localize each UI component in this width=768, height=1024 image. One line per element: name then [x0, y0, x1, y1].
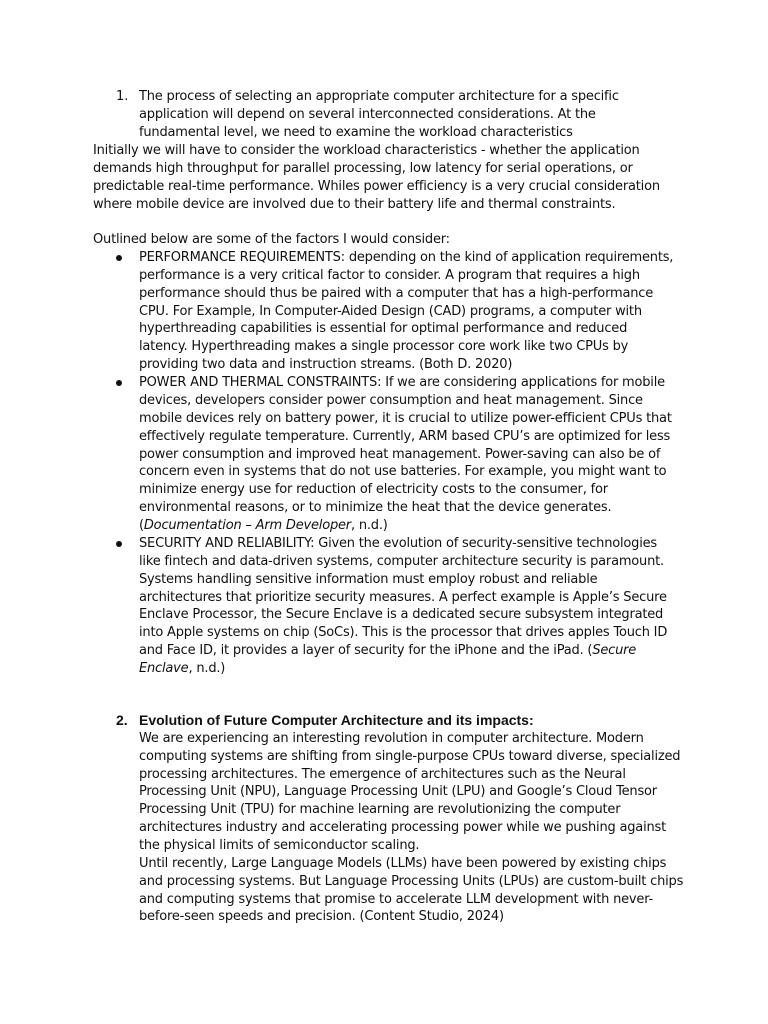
citation-title: Secure — [592, 643, 637, 658]
paragraph-line: and computing systems that promise to accelerate LLM development with never- — [139, 892, 654, 907]
bullet-line: effectively regulate temperature. Currently, ARM based CPU’s are optimized for less — [139, 429, 671, 444]
paragraph-line: processing architectures. The emergence of architectures such as the Neural — [139, 767, 626, 782]
paragraph-line: predictable real-time performance. Whiles power efficiency is a very crucial consideration — [93, 179, 660, 194]
paragraph-line: computing systems are shifting from single-purpose CPUs toward diverse, specialized — [139, 749, 681, 764]
bullet-line: like fintech and data-driven systems, computer architecture security is paramount. — [139, 554, 664, 569]
bullet-line: POWER AND THERMAL CONSTRAINTS: If we are considering applications for mobile — [139, 375, 665, 390]
paragraph-line: Processing Unit (NPU), Language Processing Unit (LPU) and Google’s Cloud Tensor — [139, 784, 657, 799]
bullet-line: Enclave Processor, the Secure Enclave is a dedicated secure subsystem integrated — [139, 607, 664, 622]
paragraph-line: before-seen speeds and precision. (Content Studio, 2024) — [139, 909, 504, 924]
bullet-line: concern even in systems that do not use batteries. For example, you might want to — [139, 464, 667, 479]
intro-line: fundamental level, we need to examine the workload characteristics — [139, 125, 573, 140]
bullet-line: architectures that prioritize security measures. A perfect example is Apple’s Secure — [139, 590, 667, 605]
bullet-line: PERFORMANCE REQUIREMENTS: depending on the kind of application requirements, — [139, 250, 674, 265]
paragraph-line: demands high throughput for parallel processing, low latency for serial operations, or — [93, 161, 633, 176]
bullet-line: providing two data and instruction streams. (Both D. 2020) — [139, 357, 513, 372]
list-number: 2. — [116, 712, 128, 728]
bullet-line: hyperthreading capabilities is essential for optimal performance and reduced — [139, 321, 628, 336]
bullet-line — [139, 642, 636, 660]
bullet-line: devices, developers consider power consumption and heat management. Since — [139, 393, 643, 408]
intro-line: The process of selecting an appropriate computer architecture for a specific — [139, 89, 619, 104]
paragraph-line: and processing systems. But Language Processing Units (LPUs) are custom-built chips — [139, 874, 684, 889]
bullet-icon — [116, 541, 122, 547]
citation-title: Enclave — [139, 661, 189, 676]
bullet-line: performance should thus be paired with a computer that has a high-performance — [139, 286, 653, 301]
citation-line — [139, 660, 225, 678]
bullet-line: into Apple systems on chip (SoCs). This is the processor that drives apples Touch ID — [139, 625, 668, 640]
paragraph-line: We are experiencing an interesting revolution in computer architecture. Modern — [139, 731, 644, 746]
bullet-icon — [116, 380, 122, 386]
bullet-line: power consumption and improved heat management. Power-saving can also be of — [139, 447, 661, 462]
outline-line: Outlined below are some of the factors I would consider: — [93, 232, 450, 247]
bullet-line: Systems handling sensitive information must employ robust and reliable — [139, 572, 598, 587]
bullet-line: performance is a very critical factor to consider. A program that requires a high — [139, 268, 640, 283]
bullet-icon — [116, 255, 122, 261]
bullet-line-text: and Face ID, it provides a layer of security for the iPhone and the iPad. ( — [139, 643, 593, 658]
paragraph-line: Initially we will have to consider the workload characteristics - whether the application — [93, 143, 640, 158]
citation-close: , n.d.) — [188, 661, 226, 676]
bullet-line: latency. Hyperthreading makes a single processor core work like two CPUs by — [139, 339, 629, 354]
citation-line — [139, 517, 388, 535]
bullet-line: mobile devices rely on battery power, it is crucial to utilize power-efficient CPUs that — [139, 411, 672, 426]
bullet-line: minimize energy use for reduction of electricity costs to the consumer, for — [139, 482, 608, 497]
paragraph-line: architectures industry and accelerating processing power while we pushing against — [139, 820, 666, 835]
bullet-line: SECURITY AND RELIABILITY: Given the evolution of security-sensitive technologies — [139, 536, 657, 551]
citation-close: , n.d.) — [350, 518, 388, 533]
paragraph-line: where mobile device are involved due to their battery life and thermal constraints. — [93, 197, 616, 212]
paragraph-line: Processing Unit (TPU) for machine learning are revolutionizing the computer — [139, 802, 621, 817]
citation-title: Documentation – Arm Developer — [143, 518, 351, 533]
paragraph-line: Until recently, Large Language Models (LLMs) have been powered by existing chips — [139, 856, 667, 871]
citation-open: ( — [139, 518, 144, 533]
paragraph-line: the physical limits of semiconductor scaling. — [139, 838, 420, 853]
list-number: 1. — [116, 89, 129, 104]
bullet-line: environmental reasons, or to minimize the heat that the device generates. — [139, 500, 612, 515]
section-heading: Evolution of Future Computer Architecture and its impacts: — [139, 712, 534, 728]
intro-line: application will depend on several interconnected considerations. At the — [139, 107, 596, 122]
bullet-line: CPU. For Example, In Computer-Aided Design (CAD) programs, a computer with — [139, 304, 642, 319]
